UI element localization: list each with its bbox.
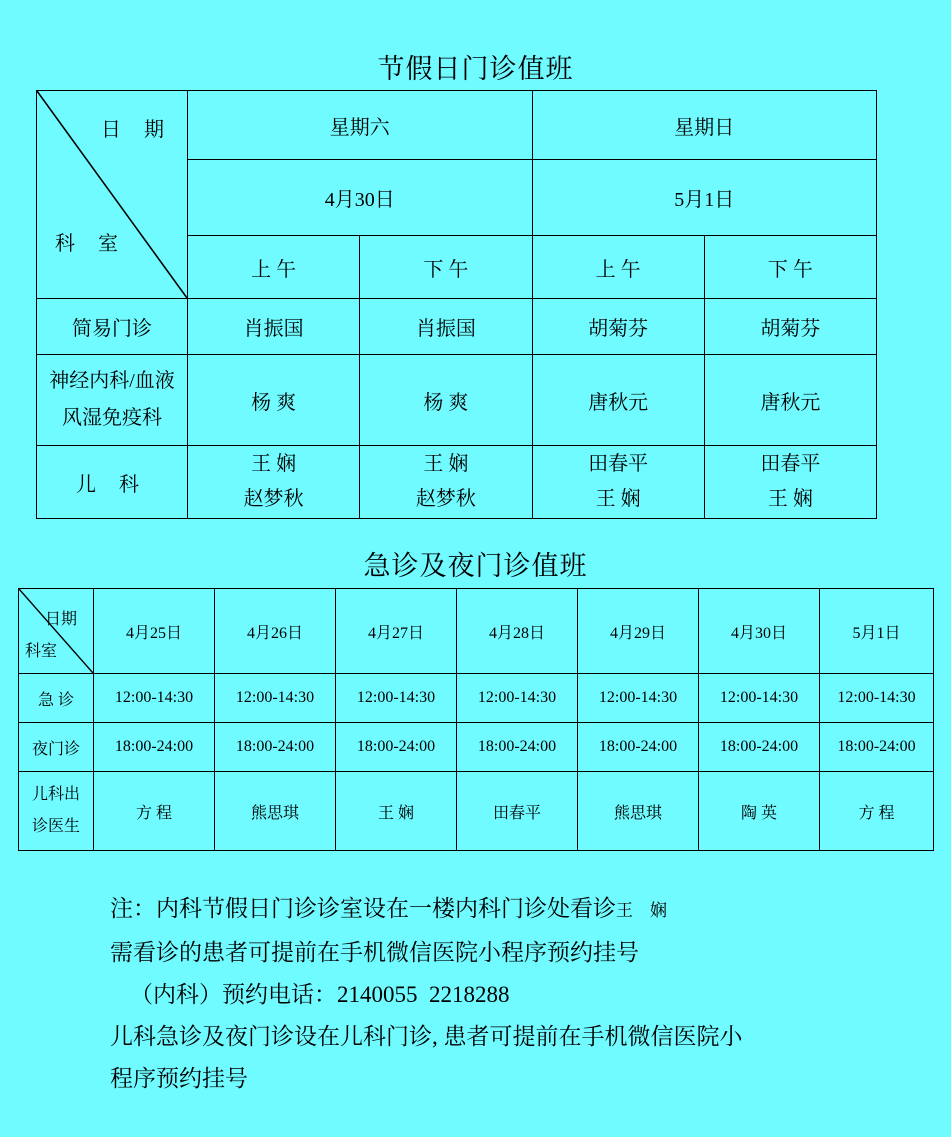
duty-cell: 胡菊芬 (532, 299, 704, 355)
table-row (19, 772, 934, 851)
weekday-sunday: 星期日 (532, 91, 877, 160)
note-line-2: 需看诊的患者可提前在手机微信医院小程序预约挂号 (110, 940, 639, 965)
table-row (19, 674, 934, 723)
duty-name-line2: 王 娴 (595, 488, 641, 510)
dept-label: 简易门诊 (37, 299, 188, 355)
date-header: 4月26日 (215, 589, 336, 674)
holiday-schedule-title: 节假日门诊值班 (377, 54, 574, 84)
time-cell: 18:00-24:00 (699, 723, 820, 772)
duty-cell: 肖振国 (188, 299, 360, 355)
weekday-saturday: 星期六 (188, 91, 533, 160)
duty-cell (188, 446, 360, 519)
note-line-5: 程序预约挂号 (110, 1066, 248, 1091)
table-row-header (19, 589, 934, 674)
note-line-3: （内科）预约电话：2140055 2218288 (130, 982, 510, 1007)
table-row (37, 355, 877, 446)
time-cell: 12:00-14:30 (336, 674, 457, 723)
dept-label (37, 446, 188, 519)
date-header: 4月29日 (578, 589, 699, 674)
note-line-1-main: 注：内科节假日门诊诊室设在一楼内科门诊处看诊 (110, 896, 616, 921)
doctor-cell: 田春平 (457, 772, 578, 851)
date-header: 4月28日 (457, 589, 578, 674)
date-sunday: 5月1日 (532, 160, 877, 236)
date-header: 4月27日 (336, 589, 457, 674)
doctor-cell: 王 娴 (336, 772, 457, 851)
duty-name-line2: 赵梦秋 (415, 488, 476, 510)
corner-dept-label: 科 室 (55, 233, 127, 255)
duty-cell: 杨 爽 (188, 355, 360, 446)
time-cell: 12:00-14:30 (578, 674, 699, 723)
duty-name-line1: 田春平 (760, 453, 821, 475)
period-sun-pm: 下 午 (704, 236, 876, 299)
duty-cell (532, 446, 704, 519)
time-cell: 12:00-14:30 (820, 674, 934, 723)
duty-cell: 唐秋元 (532, 355, 704, 446)
dept-label-text: 儿 科 (76, 473, 148, 496)
row-label-line1: 儿科出 (31, 786, 80, 803)
time-cell: 12:00-14:30 (699, 674, 820, 723)
time-cell: 12:00-14:30 (215, 674, 336, 723)
duty-name-line1: 王 娴 (251, 453, 297, 475)
emergency-schedule-title: 急诊及夜门诊值班 (363, 551, 588, 581)
duty-cell (704, 446, 876, 519)
note-line-4: 儿科急诊及夜门诊设在儿科门诊, 患者可提前在手机微信医院小 (110, 1024, 743, 1049)
note-line-1-doctor: 王 娴 (616, 901, 667, 920)
note-line-1 (0, 888, 951, 932)
doctor-cell: 熊思琪 (215, 772, 336, 851)
date-header: 4月25日 (94, 589, 215, 674)
duty-name-line2: 赵梦秋 (243, 488, 304, 510)
row-label-line2: 诊医生 (31, 818, 80, 835)
row-label-night-clinic: 夜门诊 (19, 723, 94, 772)
corner-header-cell (19, 589, 94, 674)
time-cell: 18:00-24:00 (457, 723, 578, 772)
time-cell: 18:00-24:00 (94, 723, 215, 772)
time-cell: 18:00-24:00 (336, 723, 457, 772)
duty-cell: 肖振国 (360, 299, 532, 355)
corner-dept-label: 科室 (25, 643, 58, 660)
date-header: 5月1日 (820, 589, 934, 674)
duty-cell (360, 446, 532, 519)
date-saturday: 4月30日 (188, 160, 533, 236)
notes-section (0, 888, 951, 1100)
doctor-cell: 方 程 (820, 772, 934, 851)
doctor-cell: 陶 英 (699, 772, 820, 851)
table-row (19, 723, 934, 772)
table-row (37, 299, 877, 355)
duty-name-line1: 王 娴 (423, 453, 469, 475)
table-row (37, 446, 877, 519)
row-label-pediatric-doctor (19, 772, 94, 851)
dept-label (37, 355, 188, 446)
doctor-cell: 方 程 (94, 772, 215, 851)
period-sun-am: 上 午 (532, 236, 704, 299)
duty-name-line1: 田春平 (588, 453, 649, 475)
holiday-schedule-table (36, 90, 877, 519)
corner-header-cell (37, 91, 188, 299)
duty-cell: 杨 爽 (360, 355, 532, 446)
period-sat-pm: 下 午 (360, 236, 532, 299)
corner-date-label: 日期 (45, 611, 78, 628)
time-cell: 18:00-24:00 (578, 723, 699, 772)
period-sat-am: 上 午 (188, 236, 360, 299)
dept-label-line1: 神经内科/血液 (49, 370, 175, 392)
date-header: 4月30日 (699, 589, 820, 674)
table-row-weekday (37, 91, 877, 160)
emergency-schedule-table (18, 588, 934, 851)
duty-cell: 胡菊芬 (704, 299, 876, 355)
time-cell: 18:00-24:00 (820, 723, 934, 772)
dept-label-line2: 风湿免疫科 (62, 407, 162, 429)
time-cell: 12:00-14:30 (94, 674, 215, 723)
time-cell: 18:00-24:00 (215, 723, 336, 772)
duty-name-line2: 王 娴 (767, 488, 813, 510)
corner-date-label: 日 期 (101, 119, 173, 141)
time-cell: 12:00-14:30 (457, 674, 578, 723)
doctor-cell: 熊思琪 (578, 772, 699, 851)
duty-cell: 唐秋元 (704, 355, 876, 446)
row-label-emergency: 急 诊 (19, 674, 94, 723)
